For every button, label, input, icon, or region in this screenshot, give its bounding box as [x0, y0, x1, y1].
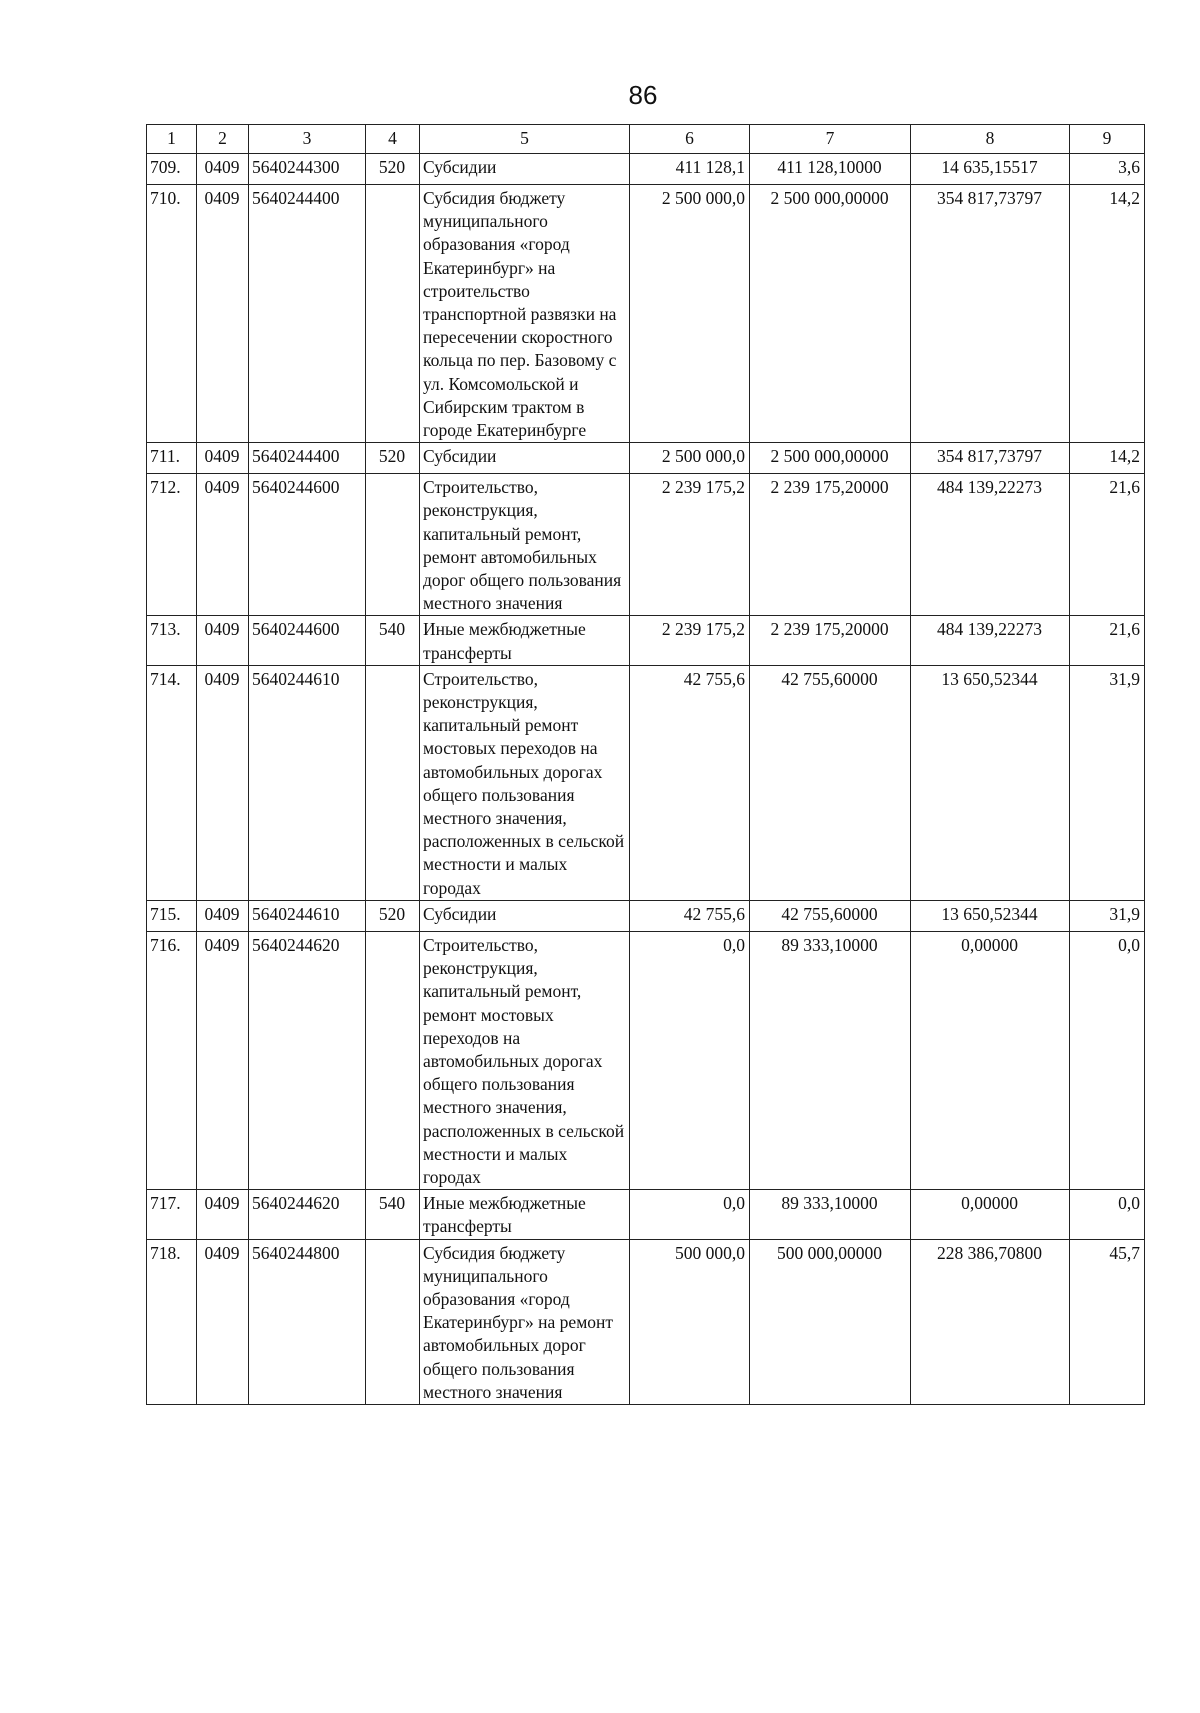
planned-amount: 2 500 000,0: [630, 185, 750, 443]
budget-allocation: 89 333,10000: [750, 931, 911, 1189]
section-code: 0409: [197, 1190, 249, 1239]
row-number: 717.: [147, 1190, 197, 1239]
executed-amount: 354 817,73797: [911, 443, 1070, 474]
item-name: Строительство, реконструкция, капитальный ремонт, ремонт мостовых переходов на автомобильных дорогах общего пользования местного значения, расположенных в сельской местности и малых городах: [420, 931, 630, 1189]
item-name: Иные межбюджетные трансферты: [420, 616, 630, 665]
column-header: 9: [1070, 125, 1145, 154]
planned-amount: 42 755,6: [630, 665, 750, 900]
expense-type-code: [366, 474, 420, 616]
column-header: 1: [147, 125, 197, 154]
budget-allocation: 2 500 000,00000: [750, 443, 911, 474]
executed-amount: 0,00000: [911, 1190, 1070, 1239]
table-row: [147, 616, 1145, 665]
row-number: 716.: [147, 931, 197, 1189]
budget-table: [146, 124, 1145, 1405]
target-article-code: 5640244600: [249, 616, 366, 665]
table-row: [147, 900, 1145, 931]
column-header: 2: [197, 125, 249, 154]
target-article-code: 5640244300: [249, 154, 366, 185]
section-code: 0409: [197, 154, 249, 185]
target-article-code: 5640244400: [249, 185, 366, 443]
executed-amount: 484 139,22273: [911, 474, 1070, 616]
item-name: Строительство, реконструкция, капитальный ремонт, ремонт автомобильных дорог общего пользования местного значения: [420, 474, 630, 616]
table-row: [147, 185, 1145, 443]
section-code: 0409: [197, 443, 249, 474]
table-row: [147, 154, 1145, 185]
table-row: [147, 474, 1145, 616]
budget-allocation: 2 239 175,20000: [750, 616, 911, 665]
table-row: [147, 665, 1145, 900]
row-number: 712.: [147, 474, 197, 616]
column-header: 8: [911, 125, 1070, 154]
budget-allocation: 2 239 175,20000: [750, 474, 911, 616]
target-article-code: 5640244610: [249, 900, 366, 931]
planned-amount: 411 128,1: [630, 154, 750, 185]
planned-amount: 42 755,6: [630, 900, 750, 931]
page-number: 86: [628, 80, 658, 110]
planned-amount: 2 239 175,2: [630, 474, 750, 616]
row-number: 710.: [147, 185, 197, 443]
budget-allocation: 89 333,10000: [750, 1190, 911, 1239]
column-header: 7: [750, 125, 911, 154]
column-header: 3: [249, 125, 366, 154]
row-number: 714.: [147, 665, 197, 900]
item-name: Субсидия бюджету муниципального образования «город Екатеринбург» на ремонт автомобильных дорог общего пользования местного значения: [420, 1239, 630, 1404]
column-header: 6: [630, 125, 750, 154]
item-name: Строительство, реконструкция, капитальный ремонт мостовых переходов на автомобильных дорогах общего пользования местного значения, расположенных в сельской местности и малых городах: [420, 665, 630, 900]
executed-amount: 14 635,15517: [911, 154, 1070, 185]
planned-amount: 0,0: [630, 931, 750, 1189]
section-code: 0409: [197, 931, 249, 1189]
execution-percent: 14,2: [1070, 185, 1145, 443]
expense-type-code: 540: [366, 616, 420, 665]
execution-percent: 3,6: [1070, 154, 1145, 185]
column-header: 5: [420, 125, 630, 154]
table-row: [147, 931, 1145, 1189]
executed-amount: 484 139,22273: [911, 616, 1070, 665]
planned-amount: 2 239 175,2: [630, 616, 750, 665]
expense-type-code: 520: [366, 154, 420, 185]
execution-percent: 0,0: [1070, 931, 1145, 1189]
target-article-code: 5640244620: [249, 1190, 366, 1239]
executed-amount: 13 650,52344: [911, 900, 1070, 931]
execution-percent: 14,2: [1070, 443, 1145, 474]
expense-type-code: 520: [366, 443, 420, 474]
planned-amount: 500 000,0: [630, 1239, 750, 1404]
section-code: 0409: [197, 185, 249, 443]
target-article-code: 5640244600: [249, 474, 366, 616]
table-row: [147, 1190, 1145, 1239]
executed-amount: 13 650,52344: [911, 665, 1070, 900]
expense-type-code: [366, 931, 420, 1189]
executed-amount: 0,00000: [911, 931, 1070, 1189]
execution-percent: 31,9: [1070, 900, 1145, 931]
row-number: 715.: [147, 900, 197, 931]
row-number: 711.: [147, 443, 197, 474]
executed-amount: 354 817,73797: [911, 185, 1070, 443]
expense-type-code: [366, 665, 420, 900]
executed-amount: 228 386,70800: [911, 1239, 1070, 1404]
item-name: Субсидии: [420, 900, 630, 931]
target-article-code: 5640244800: [249, 1239, 366, 1404]
row-number: 709.: [147, 154, 197, 185]
execution-percent: 45,7: [1070, 1239, 1145, 1404]
budget-allocation: 42 755,60000: [750, 665, 911, 900]
execution-percent: 0,0: [1070, 1190, 1145, 1239]
table-row: [147, 1239, 1145, 1404]
planned-amount: 2 500 000,0: [630, 443, 750, 474]
column-header: 4: [366, 125, 420, 154]
execution-percent: 31,9: [1070, 665, 1145, 900]
section-code: 0409: [197, 665, 249, 900]
item-name: Субсидия бюджету муниципального образования «город Екатеринбург» на строительство транспортной развязки на пересечении скоростного кольца по пер. Базовому с ул. Комсомольской и Сибирским трактом в городе Екатеринбурге: [420, 185, 630, 443]
expense-type-code: [366, 1239, 420, 1404]
budget-allocation: 411 128,10000: [750, 154, 911, 185]
section-code: 0409: [197, 900, 249, 931]
section-code: 0409: [197, 616, 249, 665]
target-article-code: 5640244620: [249, 931, 366, 1189]
execution-percent: 21,6: [1070, 616, 1145, 665]
item-name: Иные межбюджетные трансферты: [420, 1190, 630, 1239]
budget-allocation: 2 500 000,00000: [750, 185, 911, 443]
expense-type-code: 520: [366, 900, 420, 931]
planned-amount: 0,0: [630, 1190, 750, 1239]
expense-type-code: [366, 185, 420, 443]
target-article-code: 5640244400: [249, 443, 366, 474]
item-name: Субсидии: [420, 443, 630, 474]
budget-allocation: 42 755,60000: [750, 900, 911, 931]
section-code: 0409: [197, 1239, 249, 1404]
row-number: 713.: [147, 616, 197, 665]
execution-percent: 21,6: [1070, 474, 1145, 616]
item-name: Субсидии: [420, 154, 630, 185]
expense-type-code: 540: [366, 1190, 420, 1239]
section-code: 0409: [197, 474, 249, 616]
row-number: 718.: [147, 1239, 197, 1404]
target-article-code: 5640244610: [249, 665, 366, 900]
table-row: [147, 443, 1145, 474]
budget-allocation: 500 000,00000: [750, 1239, 911, 1404]
table-header-row: [147, 125, 1145, 154]
